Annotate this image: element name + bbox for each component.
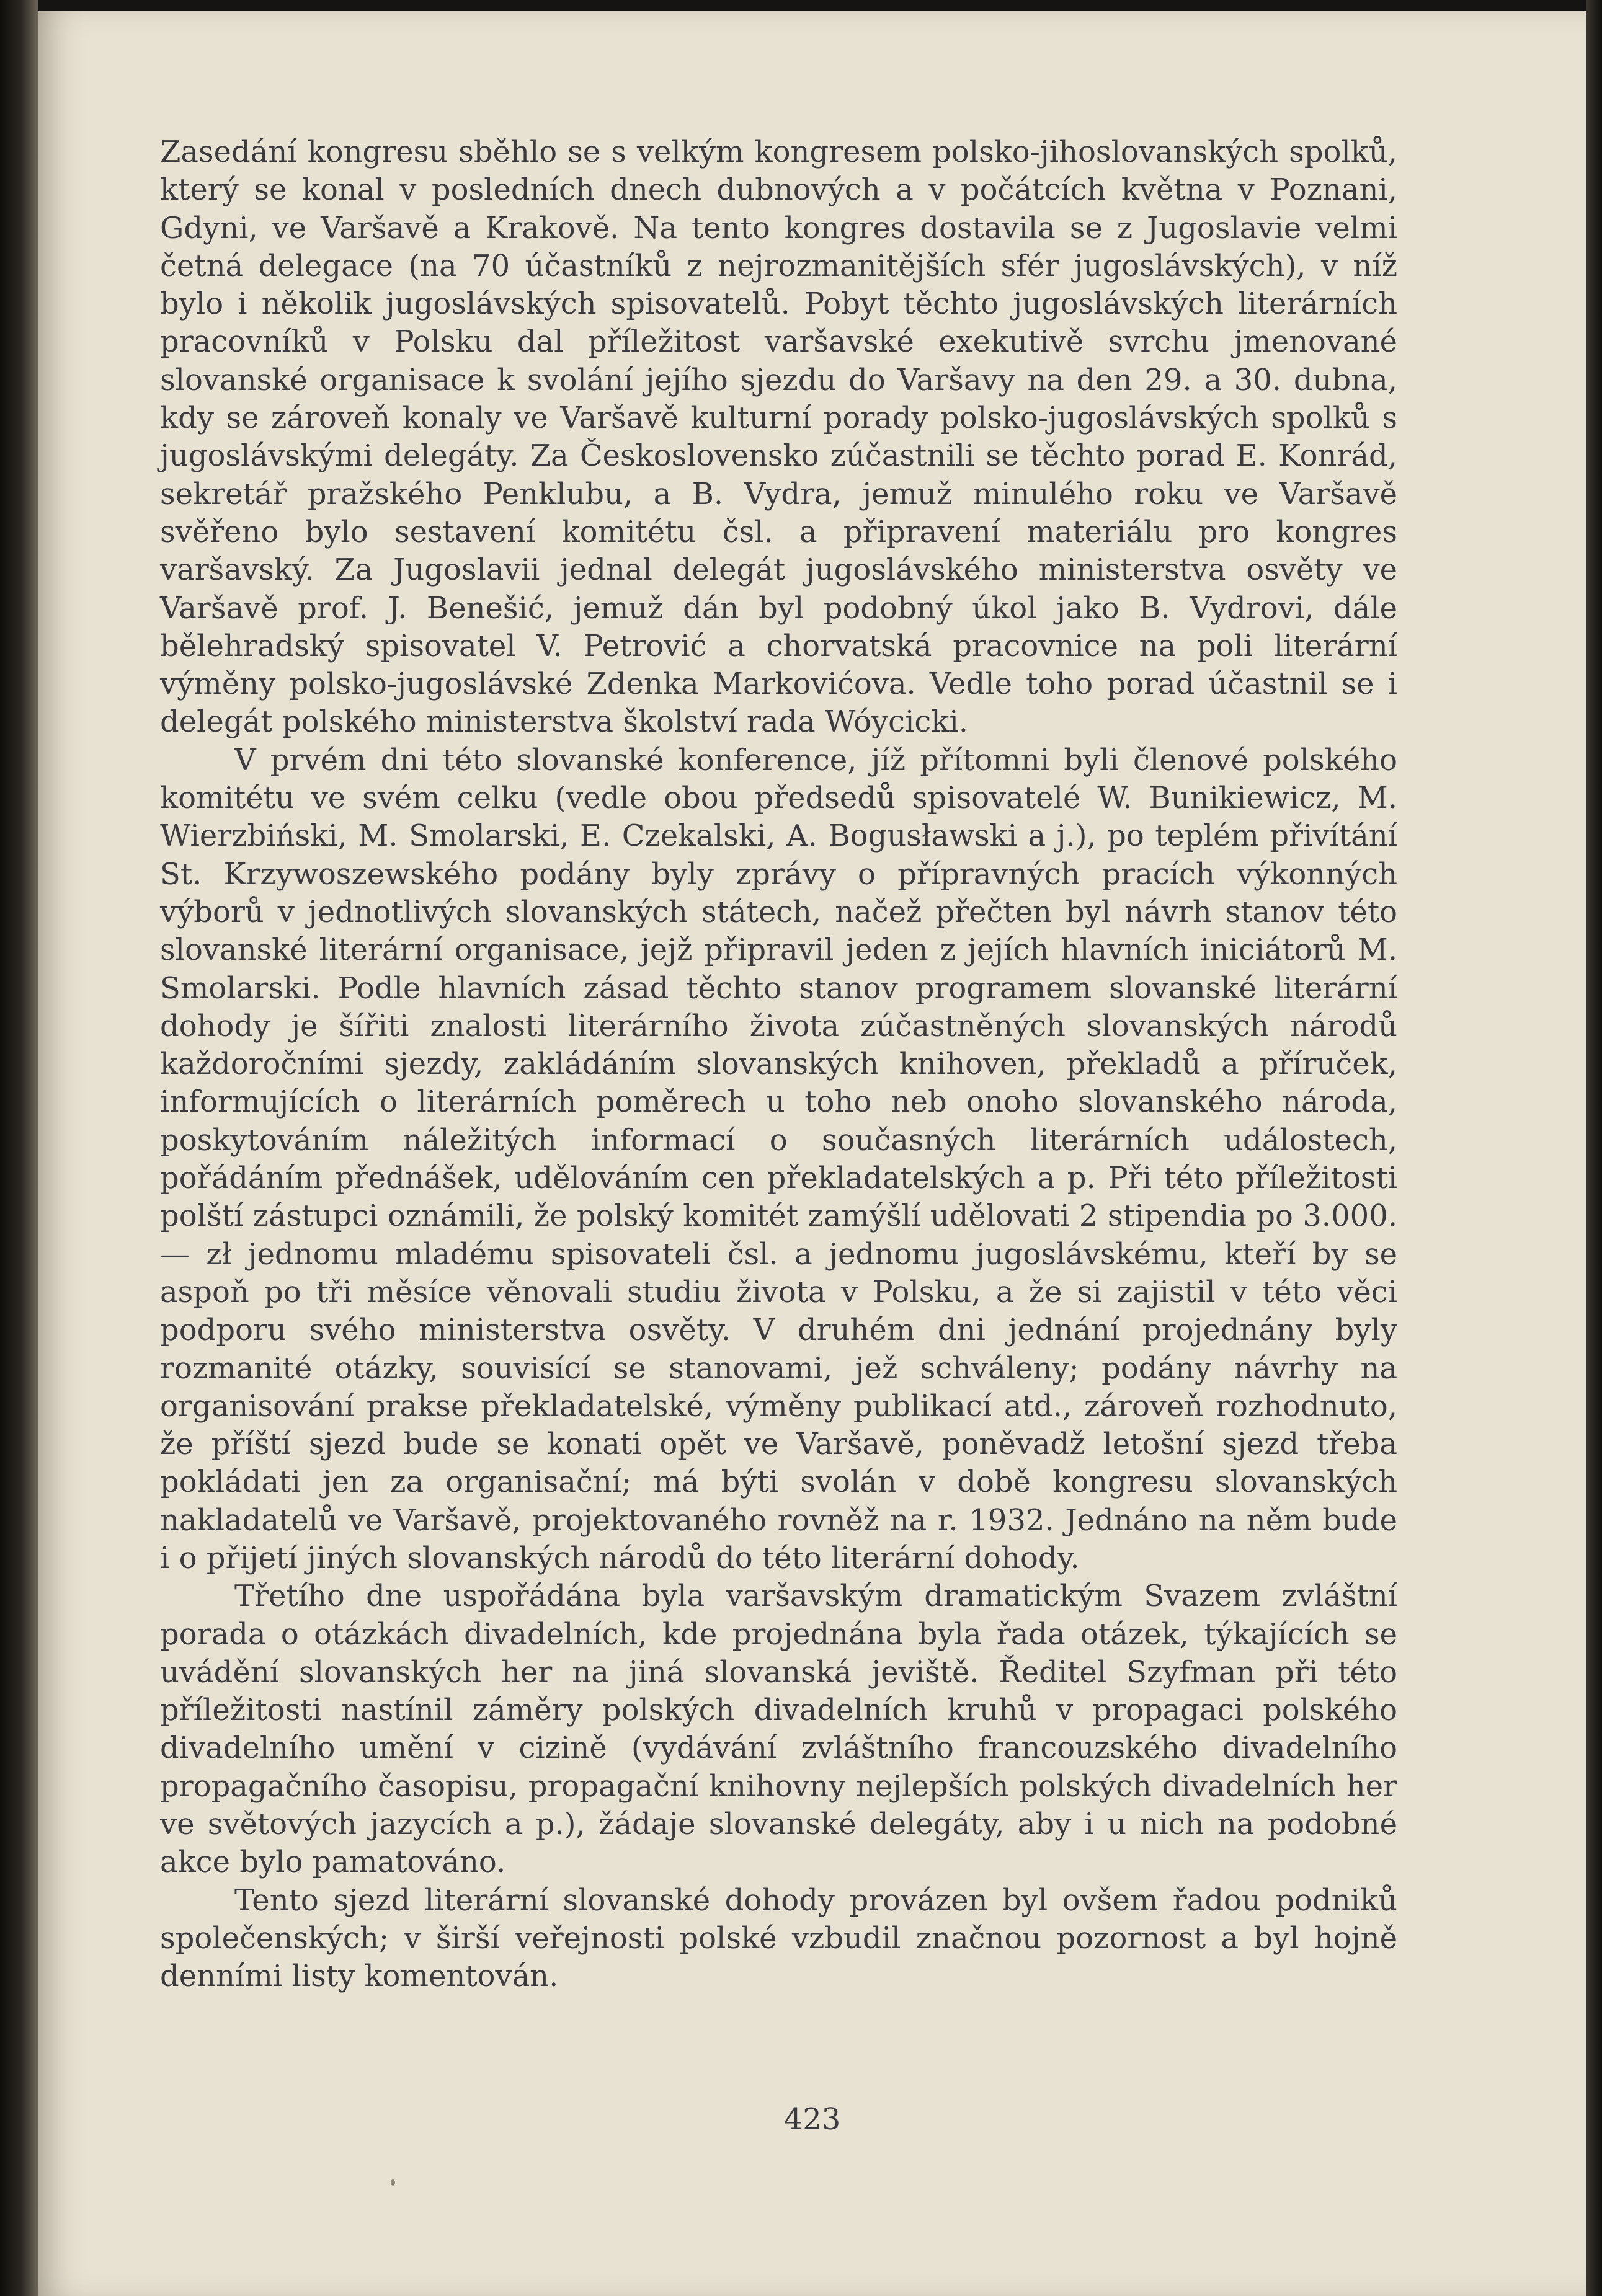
paragraph-3: Třetího dne uspořádána byla varšavským dramatickým Svazem zvláštní porada o otázkách divadelních, kde projednána byla řada otázek, týkajících se uvádění slovanských her na jiná slovanská jeviště. Ředitel Szyfman při této příležitosti nastínil záměry polských divadelních kruhů v propagaci polského divadelního umění v cizině (vydávání zvláštního francouzského divadelního propagačního časopisu, propagační knihovny nejlepších polských divadelních her ve světových jazycích a p.), žádaje slovanské delegáty, aby i u nich na podobné akce bylo pamatováno. (160, 1579, 1397, 1880)
book-spine-shadow (0, 0, 38, 2296)
scan-top-edge (0, 0, 1602, 11)
paragraph-4: Tento sjezd literární slovanské dohody provázen byl ovšem řadou podniků společenských; v širší veřejnosti polské vzbudil značnou pozornost a byl hojně denními listy komentován. (160, 1882, 1397, 1994)
paragraph-2: V prvém dni této slovanské konference, jíž přítomni byli členové polského komitétu ve svém celku (vedle obou předsedů spisovatelé W. Bunikiewicz, M. Wierzbiński, M. Smolarski, E. Czekalski, A. Bogusławski a j.), po teplém přivítání St. Krzywoszewského podány byly zprávy o přípravných pracích výkonných výborů v jednotlivých slovanských státech, načež přečten byl návrh stanov této slovanské literární organisace, jejž připravil jeden z jejích hlavních iniciátorů M. Smolarski. Podle hlavních zásad těchto stanov programem slovanské literární dohody je šířiti znalosti literárního života zúčastněných slovanských národů každoročními sjezdy, zakládáním slovanských knihoven, překladů a příruček, informujících o literárních poměrech u toho neb onoho slovanského národa, poskytováním náležitých informací o současných literárních událostech, pořádáním přednášek, udělováním cen překladatelských a p. Při této příležitosti polští zástupci oznámili, že polský komitét zamýšlí udělovati 2 stipendia po 3.000.— zł jednomu mladému spisovateli čsl. a jednomu jugoslávskému, kteří by se aspoň po tři měsíce věnovali studiu života v Polsku, a že si zajistil v této věci podporu svého ministerstva osvěty. V druhém dni jednání projednány byly rozmanité otázky, souvisící se stanovami, jež schváleny; podány návrhy na organisování prakse překladatelské, výměny publikací atd., zároveň rozhodnuto, že příští sjezd bude se konati opět ve Varšavě, poněvadž letošní sjezd třeba pokládati jen za organisační; má býti svolán v době kongresu slovanských nakladatelů ve Varšavě, projektovaného rovněž na r. 1932. Jednáno na něm bude i o přijetí jiných slovanských národů do této literární dohody. (160, 742, 1397, 1576)
paragraph-1: Zasedání kongresu sběhlo se s velkým kongresem polsko-jihoslovanských spolků, který se konal v posledních dnech dubnových a v počátcích května v Poznani, Gdyni, ve Varšavě a Krakově. Na tento kongres dostavila se z Jugoslavie velmi četná delegace (na 70 účastníků z nejrozmanitějších sfér jugoslávských), v níž bylo i několik jugoslávských spisovatelů. Pobyt těchto jugoslávských literárních pracovníků v Polsku dal příležitost varšavské exekutivě svrchu jmenované slovanské organisace k svolání jejího sjezdu do Varšavy na den 29. a 30. dubna, kdy se zároveň konaly ve Varšavě kulturní porady polsko-jugoslávských spolků s jugoslávskými delegáty. Za Československo zúčastnili se těchto porad E. Konrád, sekretář pražského Penklubu, a B. Vydra, jemuž minulého roku ve Varšavě svěřeno bylo sestavení komitétu čsl. a připravení materiálu pro kongres varšavský. Za Jugoslavii jednal delegát jugoslávského ministerstva osvěty ve Varšavě prof. J. Benešić, jemuž dán byl podobný úkol jako B. Vydrovi, dále bělehradský spisovatel V. Petrović a chorvatská pracovnice na poli literární výměny polsko-jugoslávské Zdenka Markovićova. Vedle toho porad účastnil se i delegát polského ministerstva školství rada Wóycicki. (160, 135, 1397, 740)
scan-right-edge (1586, 0, 1602, 2296)
paper-speck (391, 2179, 395, 2186)
page-number: 423 (783, 2102, 841, 2137)
body-text (160, 133, 1397, 1996)
